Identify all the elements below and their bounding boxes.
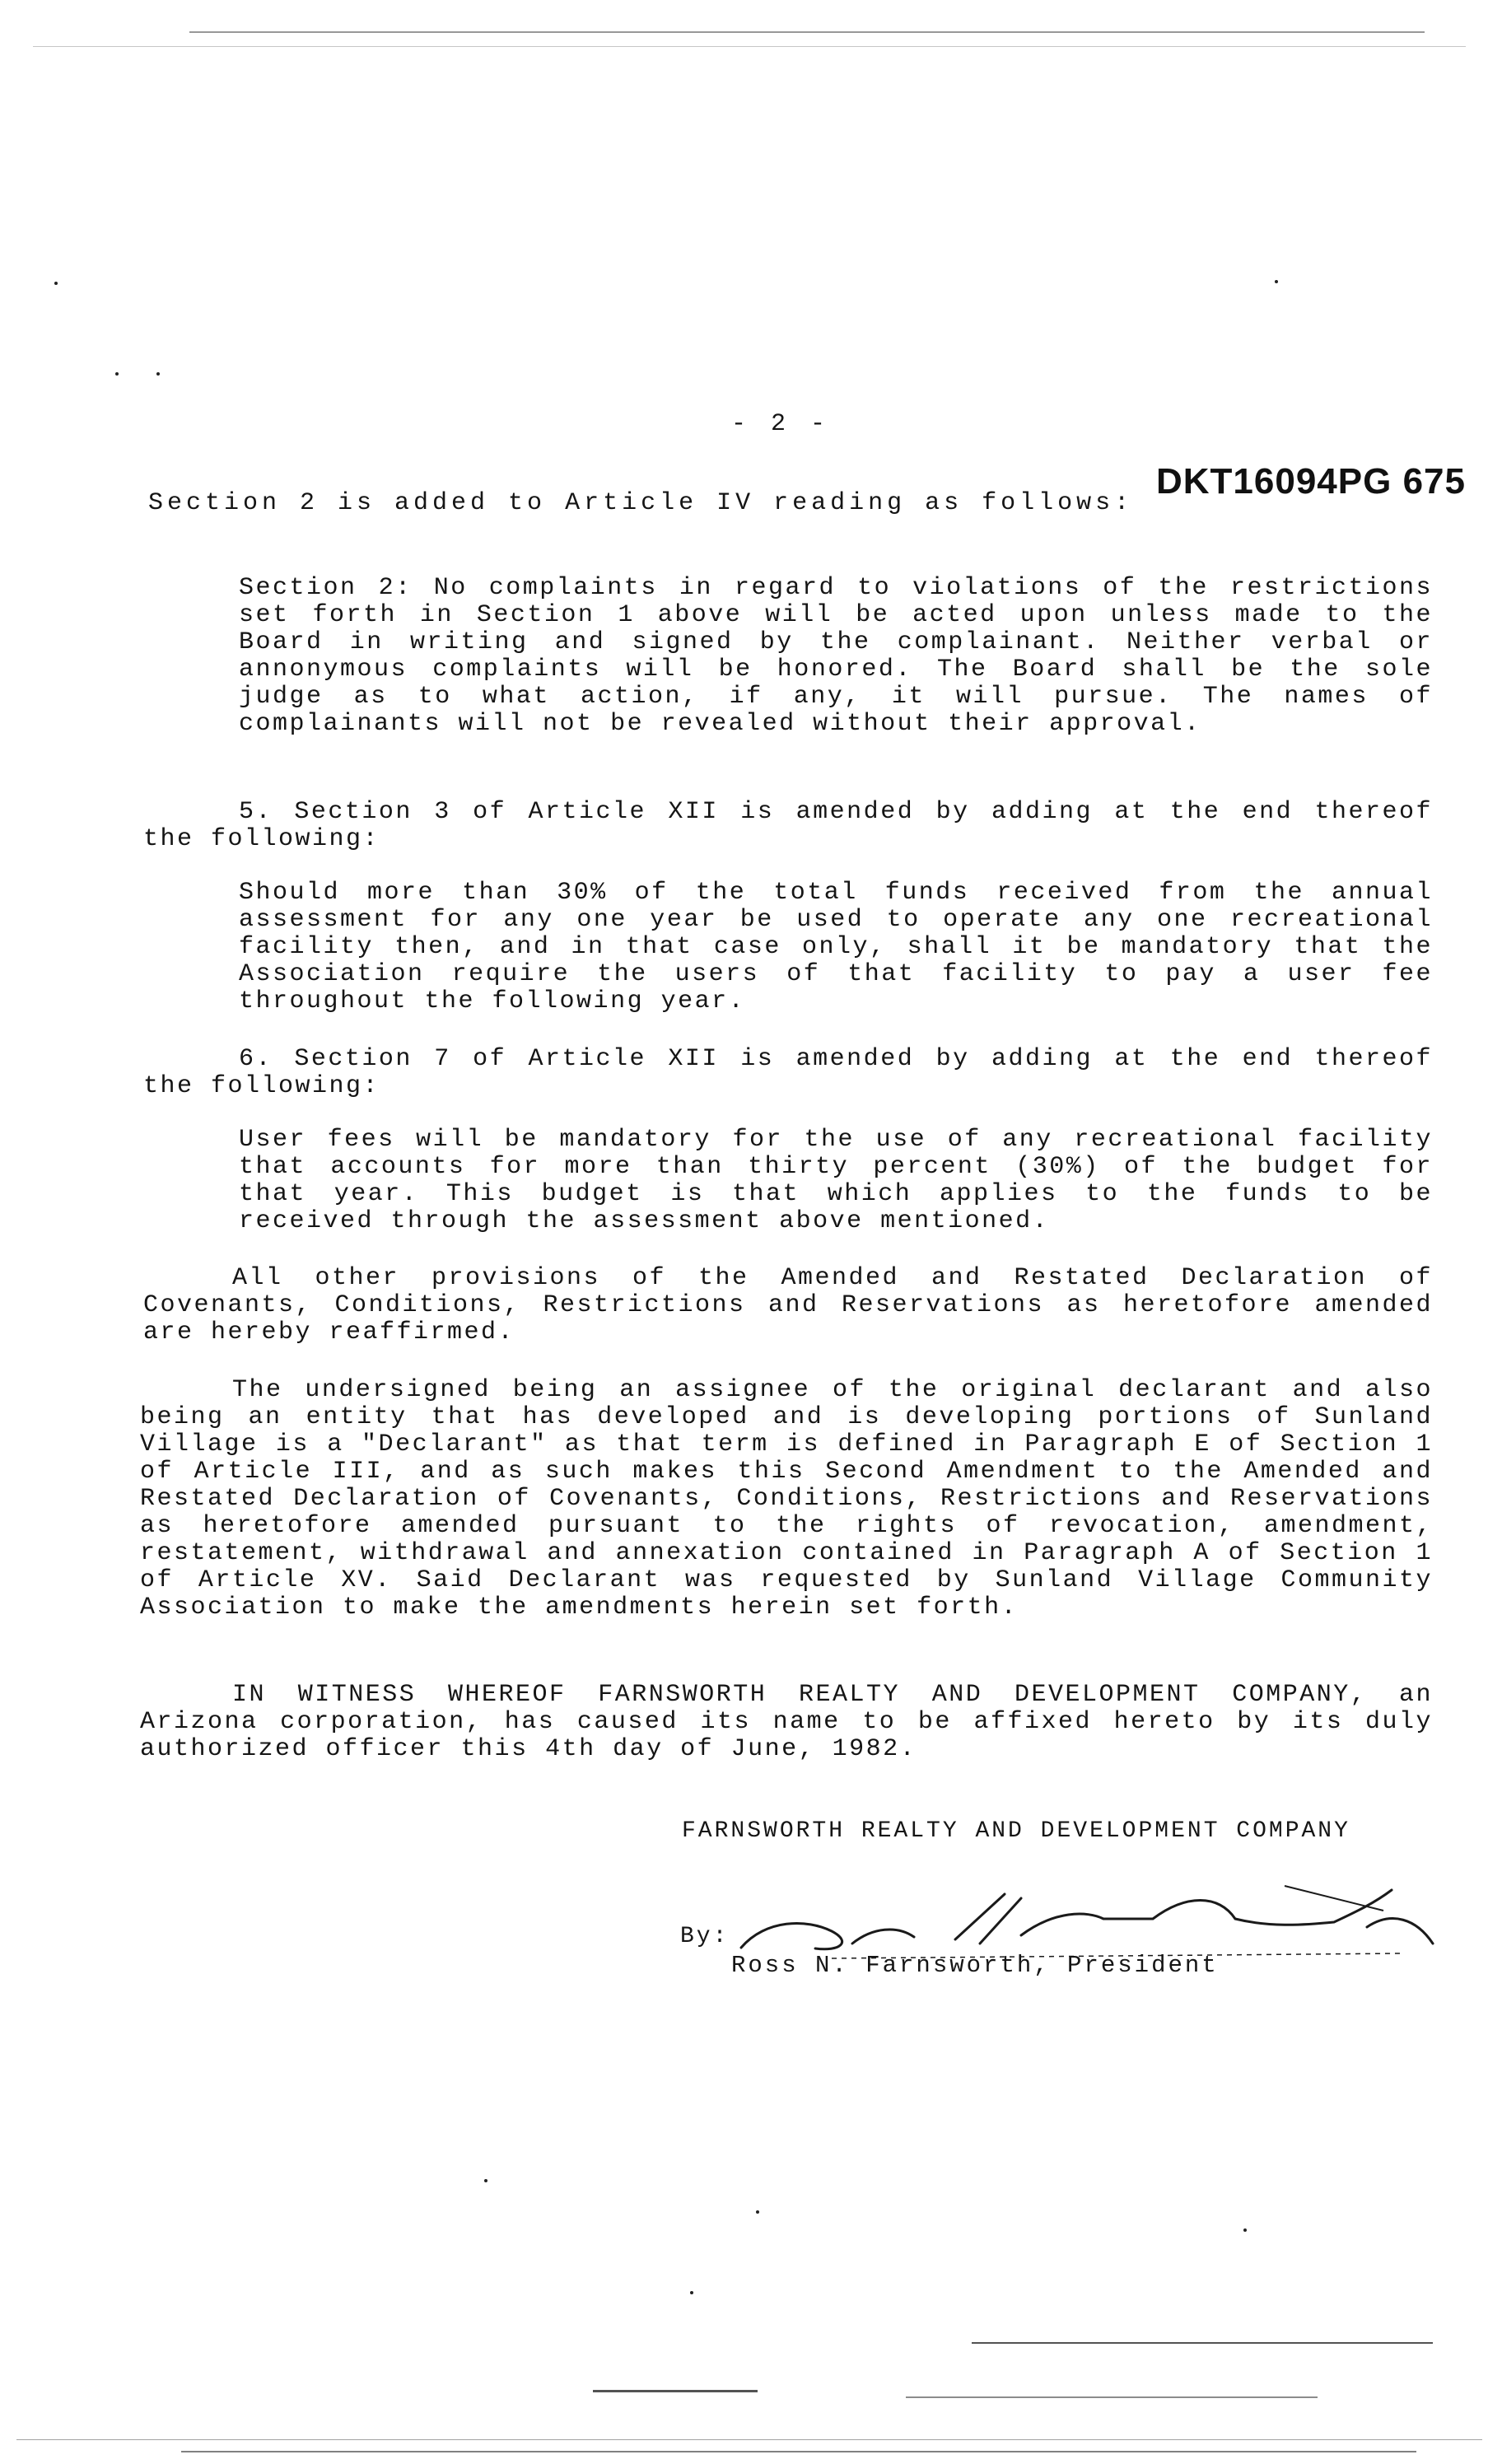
scan-artifact-bottom-rule bbox=[906, 2396, 1318, 2398]
item-5-paragraph: 5. Section 3 of Article XII is amended by adding at the end thereof the following: bbox=[143, 798, 1433, 853]
signer-name-title: Ross N. Farnsworth, President bbox=[731, 1952, 1219, 1979]
item-5-quoted-text: Should more than 30% of the total funds received from the annual assessment for any one year be used to operate any one recreational facility then, and in that case only, shall it be mandatory that the Association require the users of that facility to pay a user fee throughout the following year. bbox=[239, 879, 1433, 1015]
declarant-paragraph: The undersigned being an assignee of the original declarant and also being an entity that has developed and is developing portions of Sunland Village is a "Declarant" as that term is defined in Paragraph E of Section 1 of Article III, and as such makes this Second Amendment to the Amended and Restated Declaration of Covenants, Conditions, Restrictions and Reservations as heretofore amended pursuant to the rights of revocation, amendment, restatement, withdrawal and annexation contained in Paragraph A of Section 1 of Article XV. Said Declarant was requested by Sunland Village Community Association to make the amendments herein set forth. bbox=[140, 1376, 1433, 1622]
signature-by-label: By: bbox=[680, 1924, 730, 1949]
scan-speck bbox=[54, 282, 58, 285]
scan-speck bbox=[1275, 280, 1278, 283]
item-6-quoted-text: User fees will be mandatory for the use of any recreational facility that accounts for more than thirty percent (30%) of the budget for that year. This budget is that which applies to the funds to be received through the assessment above mentioned. bbox=[239, 1126, 1433, 1235]
item-6-paragraph: 6. Section 7 of Article XII is amended by adding at the end thereof the following: bbox=[143, 1045, 1433, 1100]
scan-artifact-top-rule-2 bbox=[33, 46, 1466, 47]
scan-speck bbox=[690, 2291, 693, 2294]
scan-speck bbox=[156, 372, 160, 376]
signature-company-name: FARNSWORTH REALTY AND DEVELOPMENT COMPANY bbox=[682, 1818, 1350, 1844]
scan-speck bbox=[1243, 2228, 1247, 2232]
scan-artifact-bottom-rule bbox=[181, 2451, 1416, 2452]
scan-artifact-bottom-rule bbox=[593, 2390, 758, 2392]
scan-speck bbox=[484, 2179, 487, 2182]
book-page-reference: DKT16094PG 675 bbox=[1156, 461, 1466, 502]
scan-artifact-bottom-rule bbox=[16, 2439, 1482, 2440]
section-intro-line: Section 2 is added to Article IV reading as follows: bbox=[148, 489, 1134, 517]
reaffirmation-paragraph: All other provisions of the Amended and Restated Declaration of Covenants, Conditions, Restrictions and Reservations as heretofore amended are hereby reaffirmed. bbox=[143, 1264, 1433, 1346]
scan-speck bbox=[756, 2210, 759, 2214]
scan-artifact-top-rule bbox=[189, 31, 1425, 33]
scan-artifact-bottom-rule bbox=[972, 2342, 1433, 2344]
page-number: - 2 - bbox=[731, 410, 831, 438]
witness-paragraph: IN WITNESS WHEREOF FARNSWORTH REALTY AND DEVELOPMENT COMPANY, an Arizona corporation, has caused its name to be affixed hereto by its duly authorized officer this 4th day of June, 1982. bbox=[140, 1681, 1433, 1763]
scan-speck bbox=[115, 372, 119, 376]
section-2-paragraph: Section 2: No complaints in regard to violations of the restrictions set forth in Section 1 above will be acted upon unless made to the Board in writing and signed by the complainant. Neither verbal or annonymous complaints will be honored. The Board shall be the sole judge as to what action, if any, it will pursue. The names of complainants will not be revealed without their approval. bbox=[239, 574, 1433, 738]
